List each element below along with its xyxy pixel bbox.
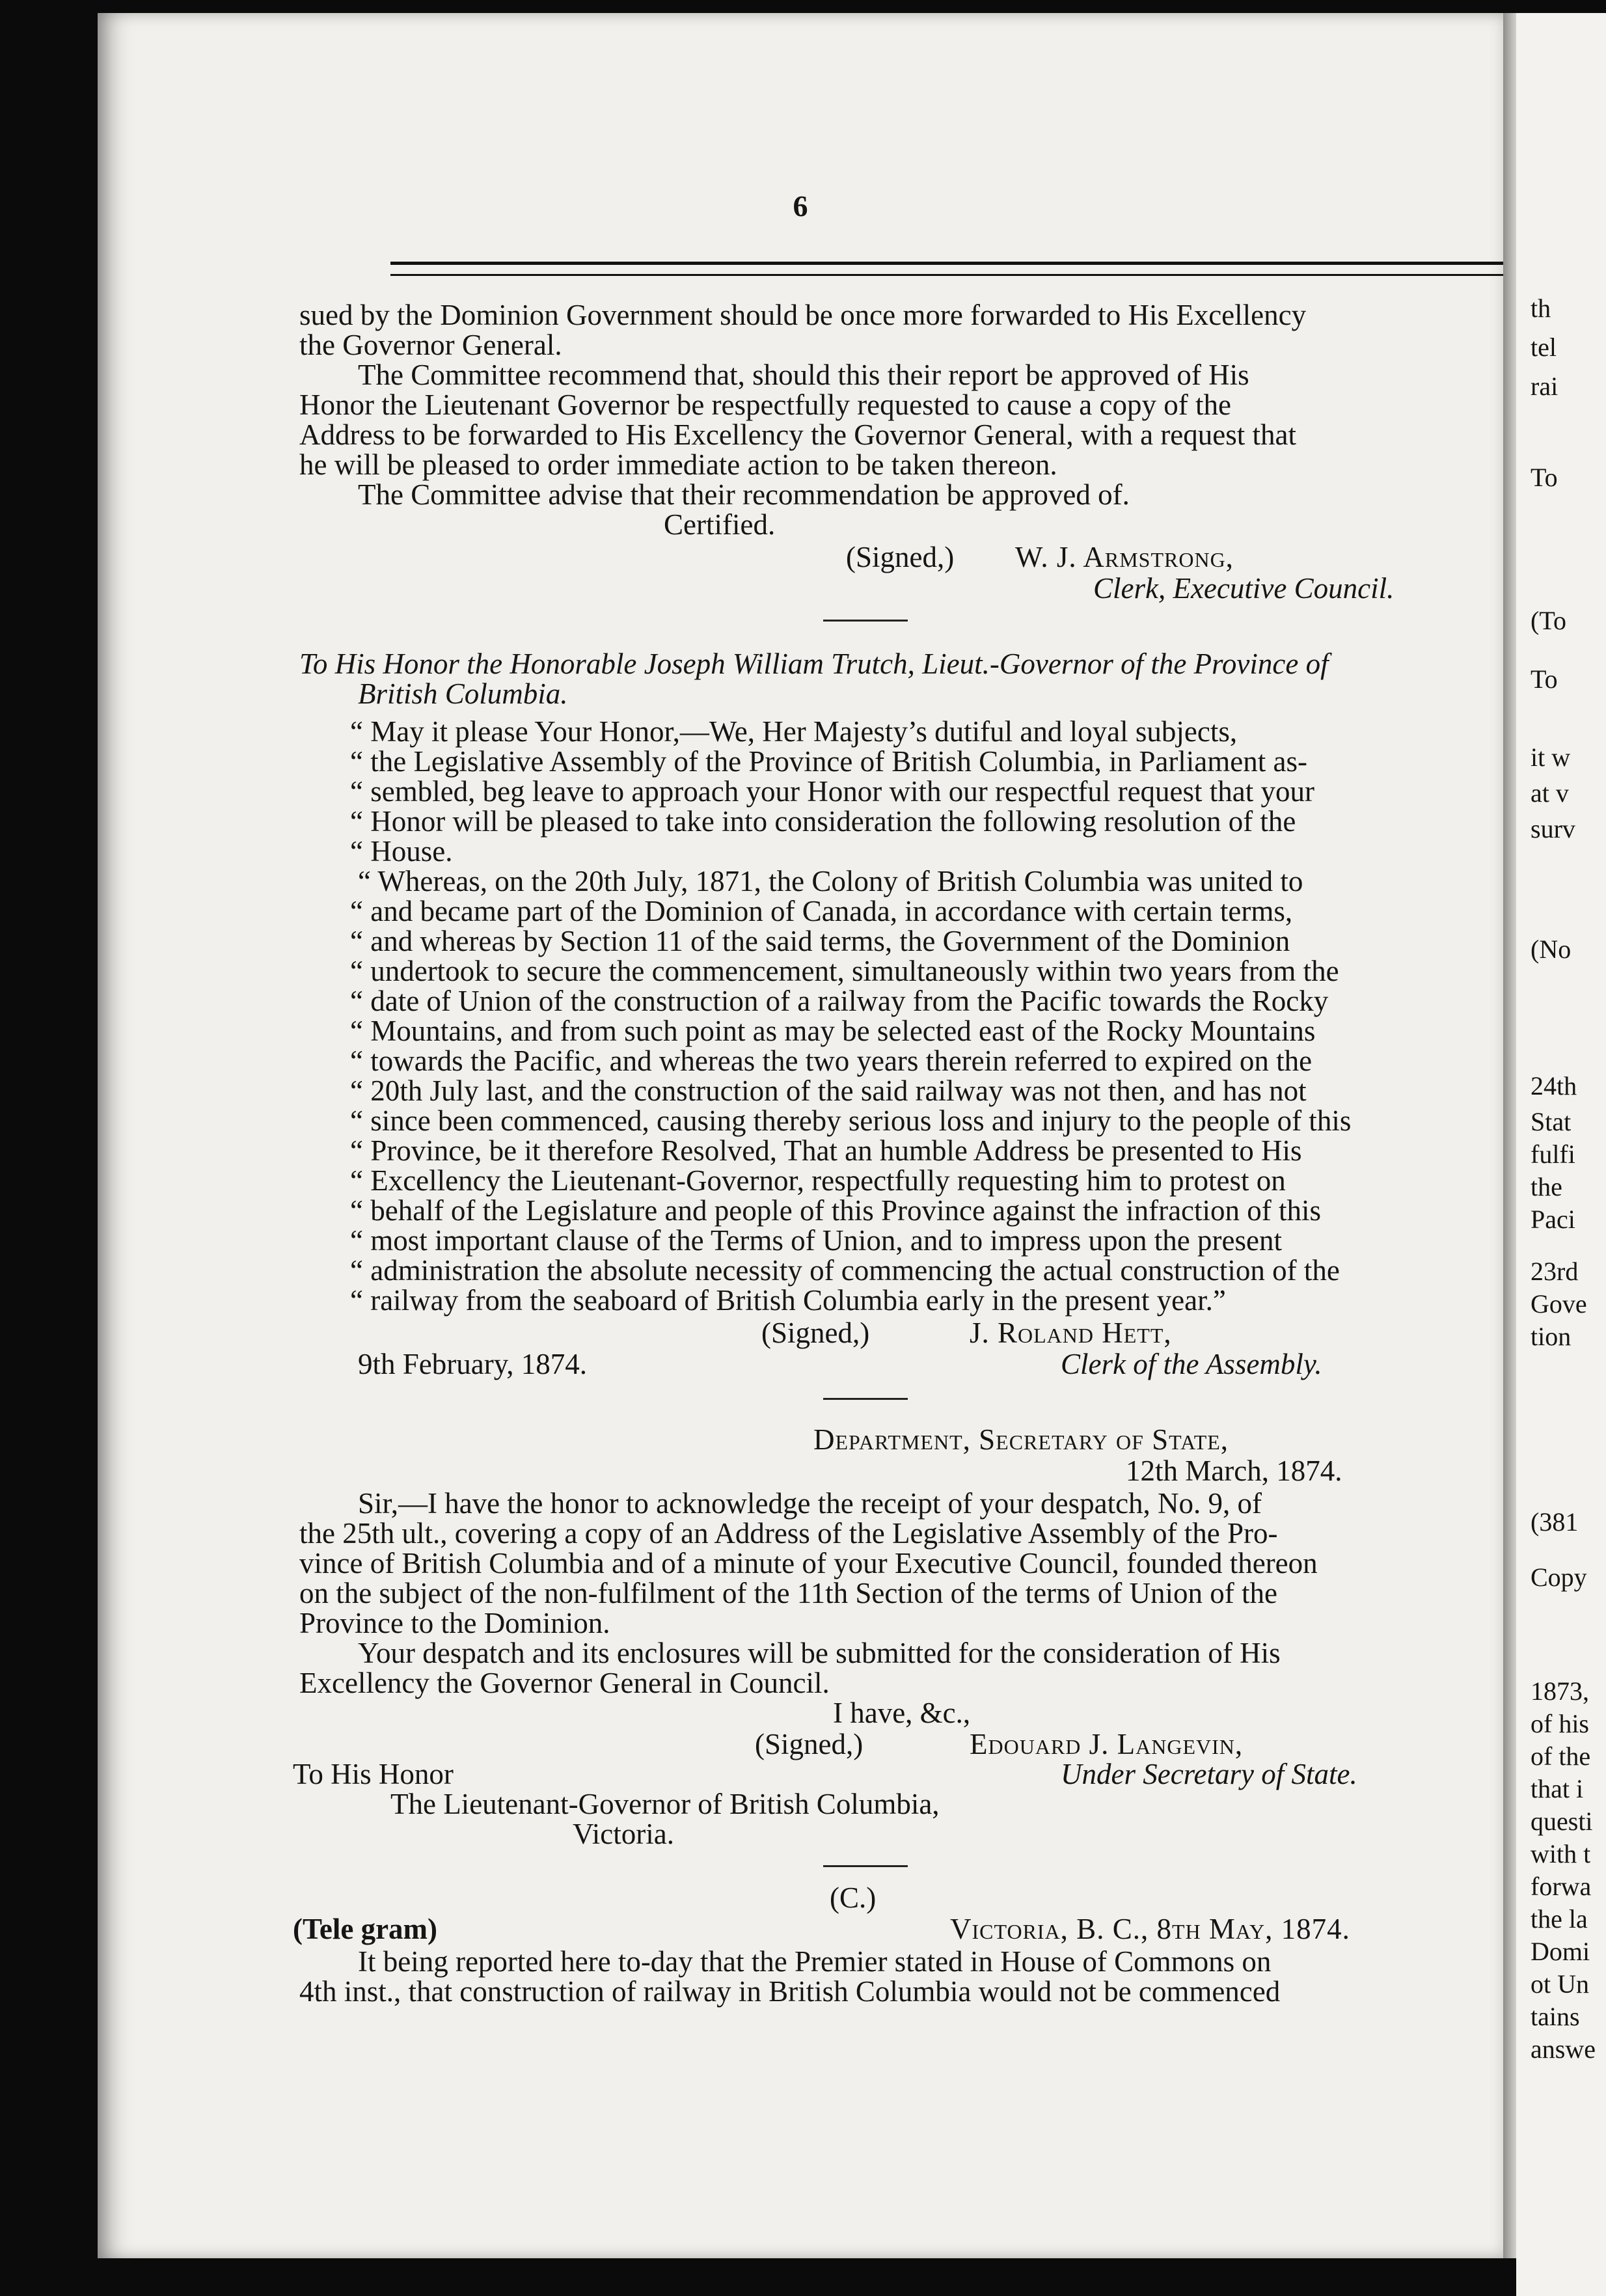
despatch-closing: I have, &c., (833, 1697, 971, 1729)
fragment: tel (1531, 333, 1557, 362)
telegram-place-date: Victoria, B. C., 8th May, 1874. (950, 1913, 1350, 1945)
address-line-5: “ House. (350, 835, 453, 868)
despatch-to-line: To His Honor (293, 1758, 454, 1790)
separator (823, 1398, 908, 1400)
telegram-section: (C.) (830, 1881, 877, 1914)
report-line-7: The Committee advise that their recommendation be approved of. (358, 478, 1130, 511)
next-page-edge (1516, 13, 1606, 2296)
despatch-line-5: Province to the Dominion. (299, 1607, 610, 1639)
page-number: 6 (793, 189, 808, 223)
despatch-line-7: Excellency the Governor General in Council. (299, 1667, 830, 1699)
fragment: tion (1531, 1322, 1572, 1351)
address-line-9: “ undertook to secure the commencement, simultaneously within two years from the (350, 955, 1339, 987)
despatch-line-2: the 25th ult., covering a copy of an Address of the Legislative Assembly of the Pro- (299, 1517, 1278, 1550)
telegram-label: (Tele gram) (293, 1913, 438, 1945)
address-line-11: “ Mountains, and from such point as may be selected east of the Rocky Mountains (350, 1015, 1316, 1047)
address-line-14: “ since been commenced, causing thereby serious loss and injury to the people of this (350, 1104, 1352, 1137)
despatch-department: Department, Secretary of State, (813, 1423, 1229, 1456)
address-salutation-1: To His Honor the Honorable Joseph William Trutch, Lieut.-Governor of the Province of (299, 648, 1329, 680)
fragment: Domi (1531, 1937, 1590, 1966)
fragment: with t (1531, 1839, 1591, 1868)
fragment: 23rd (1531, 1257, 1579, 1286)
address-line-15: “ Province, be it therefore Resolved, That an humble Address be presented to His (350, 1134, 1302, 1167)
despatch-recipient-place: Victoria. (573, 1818, 674, 1850)
fragment: tains (1531, 2002, 1580, 2031)
despatch-line-3: vince of British Columbia and of a minute of your Executive Council, founded thereon (299, 1547, 1318, 1579)
despatch-date: 12th March, 1874. (1126, 1455, 1342, 1487)
address-line-6: “ Whereas, on the 20th July, 1871, the Colony of British Columbia was united to (358, 865, 1303, 897)
address-line-18: “ most important clause of the Terms of Union, and to impress upon the present (350, 1224, 1282, 1257)
fragment: the la (1531, 1904, 1588, 1934)
fragment: (No (1531, 935, 1572, 964)
address-line-3: “ sembled, beg leave to approach your Honor with our respectful request that your (350, 775, 1315, 808)
despatch-signer-title: Under Secretary of State. (1061, 1758, 1357, 1790)
fragment: To (1531, 463, 1558, 492)
separator (823, 1865, 908, 1867)
address-line-13: “ 20th July last, and the construction of the said railway was not then, and has not (350, 1074, 1307, 1107)
report-line-3: The Committee recommend that, should this their report be approved of His (358, 359, 1249, 391)
fragment: Paci (1531, 1205, 1575, 1234)
header-double-rule (390, 262, 1523, 276)
fragment: the (1531, 1172, 1562, 1201)
document-page (98, 13, 1503, 2258)
fragment: it w (1531, 743, 1571, 772)
page-gutter (1503, 13, 1518, 2258)
address-line-2: “ the Legislative Assembly of the Province of British Columbia, in Parliament as- (350, 745, 1307, 778)
address-signer-title: Clerk of the Assembly. (1061, 1348, 1322, 1380)
address-line-12: “ towards the Pacific, and whereas the two years therein referred to expired on the (350, 1045, 1313, 1077)
fragment: 24th (1531, 1071, 1577, 1100)
fragment: of the (1531, 1742, 1591, 1771)
despatch-line-4: on the subject of the non-fulfilment of the 11th Section of the terms of Union of the (299, 1577, 1277, 1609)
fragment: Copy (1531, 1563, 1587, 1592)
fragment: at v (1531, 778, 1569, 808)
fragment: Gove (1531, 1289, 1587, 1319)
fragment: fulfi (1531, 1140, 1575, 1169)
fragment: that i (1531, 1774, 1584, 1803)
report-line-4: Honor the Lieutenant Governor be respectfully requested to cause a copy of the (299, 389, 1231, 421)
address-line-20: “ railway from the seaboard of British Columbia early in the present year.” (350, 1284, 1226, 1317)
fragment: (381 (1531, 1507, 1579, 1537)
fragment: surv (1531, 814, 1575, 843)
fragment: (To (1531, 606, 1566, 635)
despatch-signer: Edouard J. Langevin, (970, 1728, 1244, 1760)
address-line-7: “ and became part of the Dominion of Canada, in accordance with certain terms, (350, 895, 1293, 927)
fragment: ot Un (1531, 1969, 1589, 1999)
fragment: 1873, (1531, 1676, 1589, 1706)
report-signer: W. J. Armstrong, (1015, 541, 1234, 573)
address-signer: J. Roland Hett, (970, 1317, 1172, 1349)
despatch-line-6: Your despatch and its enclosures will be submitted for the consideration of His (358, 1637, 1281, 1669)
report-certified: Certified. (664, 508, 776, 541)
fragment: of his (1531, 1709, 1589, 1738)
fragment: forwa (1531, 1872, 1592, 1901)
report-line-2: the Governor General. (299, 329, 562, 361)
report-signer-title: Clerk, Executive Council. (1093, 572, 1395, 605)
fragment: To (1531, 664, 1558, 694)
despatch-signed-label: (Signed,) (755, 1728, 864, 1760)
address-line-17: “ behalf of the Legislature and people of this Province against the infraction of this (350, 1194, 1322, 1227)
telegram-line-2: 4th inst., that construction of railway in British Columbia would not be commenced (299, 1975, 1281, 2008)
address-line-10: “ date of Union of the construction of a railway from the Pacific towards the Rocky (350, 985, 1329, 1017)
fragment: questi (1531, 1807, 1593, 1836)
address-line-16: “ Excellency the Lieutenant-Governor, respectfully requesting him to protest on (350, 1164, 1286, 1197)
fragment: Stat (1531, 1107, 1572, 1136)
separator (823, 620, 908, 622)
despatch-recipient: The Lieutenant-Governor of British Columbia, (390, 1788, 940, 1820)
address-line-1: “ May it please Your Honor,—We, Her Majesty’s dutiful and loyal subjects, (350, 715, 1238, 748)
report-line-5: Address to be forwarded to His Excellency the Governor General, with a request that (299, 418, 1296, 451)
address-salutation-2: British Columbia. (358, 677, 568, 710)
telegram-line-1: It being reported here to-day that the Premier stated in House of Commons on (358, 1945, 1272, 1978)
address-line-8: “ and whereas by Section 11 of the said terms, the Government of the Dominion (350, 925, 1290, 957)
fragment: th (1531, 294, 1551, 323)
fragment: rai (1531, 372, 1558, 401)
despatch-line-1: Sir,—I have the honor to acknowledge the receipt of your despatch, No. 9, of (358, 1487, 1262, 1520)
address-line-19: “ administration the absolute necessity of commencing the actual construction of the (350, 1254, 1340, 1287)
address-signed-label: (Signed,) (761, 1317, 870, 1349)
address-date: 9th February, 1874. (358, 1348, 588, 1380)
report-line-1: sued by the Dominion Government should be once more forwarded to His Excellency (299, 299, 1307, 331)
report-line-6: he will be pleased to order immediate action to be taken thereon. (299, 448, 1057, 481)
fragment: answe (1531, 2034, 1596, 2064)
report-signed-label: (Signed,) (846, 541, 955, 573)
address-line-4: “ Honor will be pleased to take into consideration the following resolution of the (350, 805, 1296, 838)
